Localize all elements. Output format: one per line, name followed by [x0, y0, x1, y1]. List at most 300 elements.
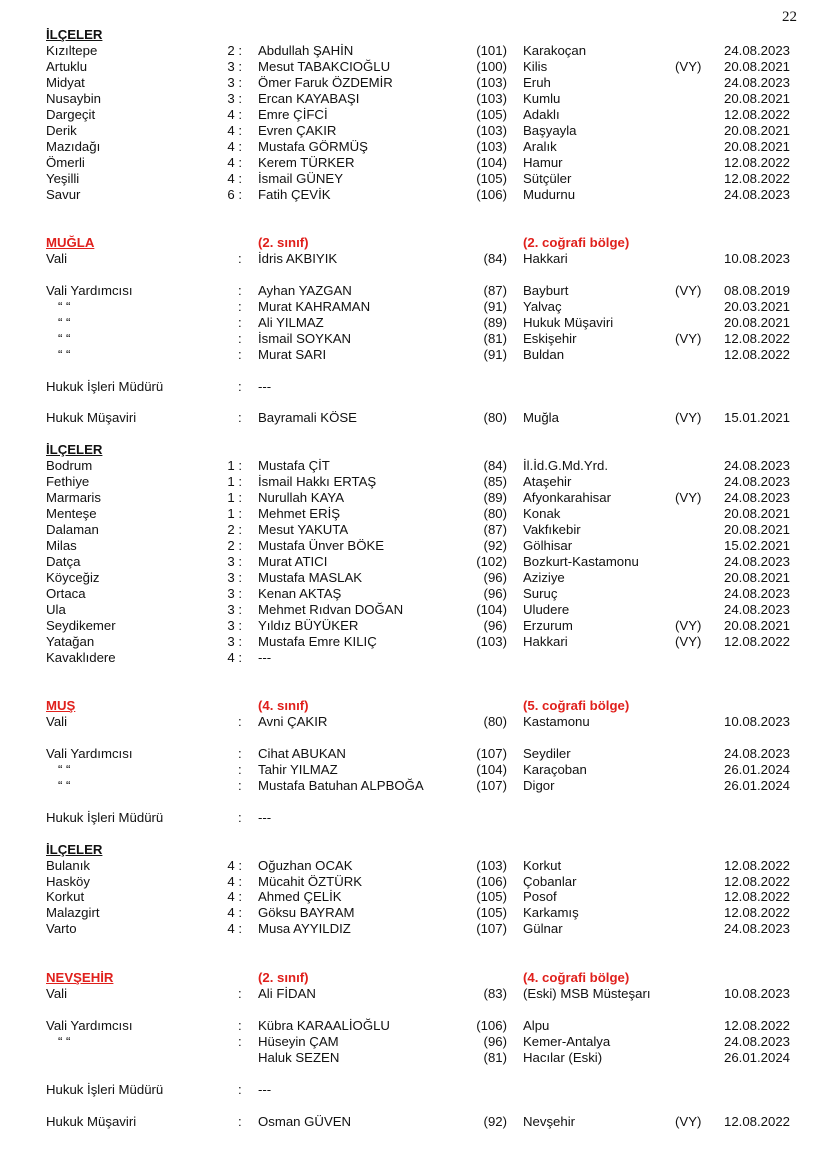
official-name: Nurullah KAYA — [258, 490, 345, 506]
official-name: --- — [258, 1081, 272, 1097]
table-row — [0, 107, 827, 123]
position-title: Midyat — [46, 74, 85, 90]
official-name: Abdullah ŞAHİN — [258, 43, 354, 58]
appointment-date: 12.08.2022 — [724, 154, 791, 170]
position-title: Vali — [46, 714, 68, 729]
position-title: Datça — [46, 554, 81, 569]
colon-separator: : — [238, 809, 242, 825]
official-name: Murat ATICI — [258, 554, 328, 569]
official-name: Ömer Faruk ÖZDEMİR — [258, 74, 393, 90]
position-title: “ “ — [58, 330, 71, 346]
term-number: (103) — [476, 90, 507, 106]
table-row — [0, 746, 827, 762]
previous-post: Erzurum — [523, 617, 573, 633]
term-number: (92) — [483, 1113, 507, 1129]
district-class: 3 : — [227, 58, 242, 74]
position-title: “ “ — [58, 777, 71, 793]
appointment-date: 12.08.2022 — [724, 873, 791, 889]
official-name: Murat SARI — [258, 346, 327, 362]
table-row — [0, 331, 827, 347]
table-row — [0, 889, 827, 905]
previous-post: Buldan — [523, 346, 565, 362]
position-title: Yeşilli — [46, 170, 80, 186]
table-row — [0, 347, 827, 363]
term-number: (89) — [483, 314, 507, 330]
previous-post: Afyonkarahisar — [523, 490, 611, 506]
term-number: (107) — [476, 777, 507, 793]
position-title: Seydikemer — [46, 617, 116, 633]
previous-post: Kemer-Antalya — [523, 1033, 611, 1049]
official-name: --- — [258, 378, 272, 394]
province-name: MUŞ — [46, 698, 76, 713]
colon-separator: : — [238, 314, 242, 330]
position-title: Yatağan — [46, 633, 95, 649]
previous-post: Hakkari — [523, 633, 568, 649]
appointment-date: 15.02.2021 — [724, 538, 791, 553]
previous-post: Kilis — [523, 58, 548, 74]
term-number: (104) — [476, 154, 507, 170]
previous-post: Vakfıkebir — [523, 522, 581, 538]
term-number: (80) — [483, 714, 507, 729]
term-number: (81) — [483, 1049, 507, 1065]
ilceler-heading: İLÇELER — [46, 442, 103, 458]
table-row — [0, 75, 827, 91]
official-name: Hüseyin ÇAM — [258, 1033, 339, 1049]
province-header — [0, 698, 827, 714]
official-name: Göksu BAYRAM — [258, 905, 355, 921]
term-number: (81) — [483, 330, 507, 346]
position-title: Kavaklıdere — [46, 649, 116, 665]
term-number: (106) — [476, 186, 507, 202]
province-class: (4. sınıf) — [258, 698, 309, 713]
appointment-date: 20.08.2021 — [724, 314, 791, 330]
position-title: Kızıltepe — [46, 43, 98, 58]
term-number: (103) — [476, 857, 507, 873]
position-title: Derik — [46, 122, 77, 138]
term-number: (107) — [476, 921, 507, 937]
previous-post: Posof — [523, 889, 557, 905]
appointment-date: 24.08.2023 — [724, 601, 791, 617]
previous-post: Nevşehir — [523, 1113, 576, 1129]
colon-separator: : — [238, 1081, 242, 1097]
province-name: NEVŞEHİR — [46, 970, 114, 985]
previous-post: Kumlu — [523, 90, 561, 106]
table-row — [0, 570, 827, 586]
district-class: 3 : — [227, 617, 242, 633]
position-title: Hukuk Müşaviri — [46, 1113, 137, 1129]
previous-post: Korkut — [523, 857, 562, 873]
previous-post: Bozkurt-Kastamonu — [523, 554, 639, 569]
position-title: Marmaris — [46, 490, 101, 506]
appointment-date: 26.01.2024 — [724, 1049, 791, 1065]
district-class: 3 : — [227, 601, 242, 617]
official-name: Evren ÇAKIR — [258, 122, 337, 138]
term-number: (103) — [476, 138, 507, 154]
position-title: Dargeçit — [46, 106, 96, 122]
acting-marker: (VY) — [675, 410, 702, 426]
appointment-date: 24.08.2023 — [724, 1033, 791, 1049]
position-title: “ “ — [58, 1033, 71, 1049]
term-number: (83) — [483, 986, 507, 1001]
position-title: Artuklu — [46, 58, 88, 74]
colon-separator: : — [238, 986, 242, 1001]
previous-post: Adaklı — [523, 106, 560, 122]
term-number: (106) — [476, 1017, 507, 1033]
official-name: Mesut YAKUTA — [258, 522, 349, 538]
position-title: Bodrum — [46, 458, 93, 474]
geographic-region: (5. coğrafi bölge) — [523, 698, 630, 713]
appointment-date: 20.08.2021 — [724, 138, 791, 154]
table-row — [0, 43, 827, 59]
official-name: Avni ÇAKIR — [258, 714, 328, 729]
section-heading — [0, 842, 827, 858]
district-class: 1 : — [227, 458, 242, 474]
colon-separator: : — [238, 1113, 242, 1129]
previous-post: Hacılar (Eski) — [523, 1049, 603, 1065]
table-row — [0, 187, 827, 203]
table-row — [0, 315, 827, 331]
official-name: Kenan AKTAŞ — [258, 585, 342, 601]
official-name: Fatih ÇEVİK — [258, 186, 331, 202]
position-title: Milas — [46, 538, 77, 553]
term-number: (103) — [476, 74, 507, 90]
district-class: 4 : — [227, 873, 242, 889]
previous-post: Bayburt — [523, 282, 569, 298]
table-row — [0, 506, 827, 522]
table-row — [0, 1114, 827, 1130]
previous-post: (Eski) MSB Müsteşarı — [523, 986, 651, 1001]
previous-post: Seydiler — [523, 745, 571, 761]
colon-separator: : — [238, 330, 242, 346]
previous-post: Muğla — [523, 410, 559, 426]
term-number: (105) — [476, 106, 507, 122]
term-number: (100) — [476, 58, 507, 74]
district-class: 4 : — [227, 857, 242, 873]
position-title: Dalaman — [46, 522, 99, 538]
previous-post: Karkamış — [523, 905, 579, 921]
previous-post: Başyayla — [523, 122, 577, 138]
position-title: Varto — [46, 921, 77, 937]
table-row — [0, 458, 827, 474]
term-number: (103) — [476, 122, 507, 138]
previous-post: Suruç — [523, 585, 558, 601]
position-title: Vali Yardımcısı — [46, 745, 133, 761]
previous-post: Alpu — [523, 1017, 550, 1033]
official-name: Murat KAHRAMAN — [258, 298, 371, 314]
official-name: Mustafa Batuhan ALPBOĞA — [258, 777, 424, 793]
term-number: (89) — [483, 490, 507, 506]
table-row — [0, 650, 827, 666]
official-name: Mustafa ÇİT — [258, 458, 330, 474]
term-number: (84) — [483, 458, 507, 474]
province-header — [0, 235, 827, 251]
appointment-date: 24.08.2023 — [724, 74, 791, 90]
previous-post: Sütçüler — [523, 170, 572, 186]
position-title: Bulanık — [46, 857, 90, 873]
province-class: (2. sınıf) — [258, 235, 309, 250]
previous-post: Hakkari — [523, 250, 568, 266]
colon-separator: : — [238, 410, 242, 426]
appointment-date: 24.08.2023 — [724, 745, 791, 761]
term-number: (103) — [476, 633, 507, 649]
table-row — [0, 634, 827, 650]
official-name: Mücahit ÖZTÜRK — [258, 873, 363, 889]
previous-post: Konak — [523, 506, 561, 522]
colon-separator: : — [238, 761, 242, 777]
term-number: (105) — [476, 905, 507, 921]
term-number: (104) — [476, 761, 507, 777]
appointment-date: 12.08.2022 — [724, 330, 791, 346]
district-class: 4 : — [227, 170, 242, 186]
district-class: 2 : — [227, 522, 242, 538]
colon-separator: : — [238, 298, 242, 314]
district-class: 1 : — [227, 490, 242, 506]
appointment-date: 20.08.2021 — [724, 90, 791, 106]
colon-separator: : — [238, 378, 242, 394]
appointment-date: 20.08.2021 — [724, 122, 791, 138]
appointment-date: 12.08.2022 — [724, 905, 791, 921]
official-name: --- — [258, 809, 272, 825]
term-number: (102) — [476, 554, 507, 569]
colon-separator: : — [238, 1033, 242, 1049]
province-class: (2. sınıf) — [258, 970, 309, 985]
official-name: Bayramali KÖSE — [258, 410, 357, 426]
previous-post: Mudurnu — [523, 186, 576, 202]
district-class: 1 : — [227, 474, 242, 490]
previous-post: Çobanlar — [523, 873, 577, 889]
table-row — [0, 921, 827, 937]
appointment-date: 24.08.2023 — [724, 474, 791, 490]
acting-marker: (VY) — [675, 1113, 702, 1129]
colon-separator: : — [238, 282, 242, 298]
district-class: 4 : — [227, 154, 242, 170]
official-name: Mustafa MASLAK — [258, 569, 363, 585]
official-name: İdris AKBIYIK — [258, 250, 338, 266]
previous-post: Aziziye — [523, 569, 565, 585]
appointment-date: 10.08.2023 — [724, 250, 791, 266]
official-name: Mehmet ERİŞ — [258, 506, 341, 522]
acting-marker: (VY) — [675, 282, 702, 298]
appointment-date: 12.08.2022 — [724, 346, 791, 362]
table-row — [0, 858, 827, 874]
position-title: Köyceğiz — [46, 569, 100, 585]
table-row — [0, 251, 827, 267]
table-row — [0, 379, 827, 395]
official-name: İsmail GÜNEY — [258, 170, 343, 186]
previous-post: Gölhisar — [523, 538, 573, 553]
term-number: (106) — [476, 873, 507, 889]
term-number: (105) — [476, 170, 507, 186]
appointment-date: 12.08.2022 — [724, 889, 791, 905]
appointment-date: 24.08.2023 — [724, 585, 791, 601]
term-number: (107) — [476, 745, 507, 761]
section-heading — [0, 442, 827, 458]
province-header — [0, 970, 827, 986]
position-title: Nusaybin — [46, 90, 101, 106]
position-title: Ortaca — [46, 585, 86, 601]
official-name: Tahir YILMAZ — [258, 761, 338, 777]
official-name: İsmail Hakkı ERTAŞ — [258, 474, 377, 490]
acting-marker: (VY) — [675, 490, 702, 506]
colon-separator: : — [238, 777, 242, 793]
district-class: 3 : — [227, 585, 242, 601]
term-number: (80) — [483, 506, 507, 522]
term-number: (87) — [483, 522, 507, 538]
province-name: MUĞLA — [46, 235, 95, 250]
table-row — [0, 602, 827, 618]
appointment-date: 24.08.2023 — [724, 490, 791, 506]
position-title: Ömerli — [46, 154, 85, 170]
position-title: Hukuk İşleri Müdürü — [46, 809, 164, 825]
table-row — [0, 905, 827, 921]
official-name: Kerem TÜRKER — [258, 154, 355, 170]
previous-post: Kastamonu — [523, 714, 590, 729]
appointment-date: 20.08.2021 — [724, 569, 791, 585]
term-number: (96) — [483, 1033, 507, 1049]
appointment-date: 12.08.2022 — [724, 170, 791, 186]
official-name: Mustafa GÖRMÜŞ — [258, 138, 368, 154]
position-title: Mazıdağı — [46, 138, 101, 154]
term-number: (101) — [476, 43, 507, 58]
table-row — [0, 986, 827, 1002]
table-row — [0, 778, 827, 794]
position-title: Vali Yardımcısı — [46, 282, 133, 298]
colon-separator: : — [238, 714, 242, 729]
table-row — [0, 59, 827, 75]
table-row — [0, 283, 827, 299]
appointment-date: 15.01.2021 — [724, 410, 791, 426]
table-row — [0, 1034, 827, 1050]
district-class: 6 : — [227, 186, 242, 202]
previous-post: Karakoçan — [523, 43, 587, 58]
official-name: Cihat ABUKAN — [258, 745, 346, 761]
appointment-date: 24.08.2023 — [724, 921, 791, 937]
appointment-date: 12.08.2022 — [724, 857, 791, 873]
ilceler-heading: İLÇELER — [46, 841, 103, 857]
table-row — [0, 139, 827, 155]
table-row — [0, 586, 827, 602]
table-row — [0, 171, 827, 187]
geographic-region: (2. coğrafi bölge) — [523, 235, 630, 250]
district-class: 3 : — [227, 554, 242, 569]
appointment-date: 26.01.2024 — [724, 777, 791, 793]
position-title: Savur — [46, 186, 81, 202]
official-name: Haluk SEZEN — [258, 1049, 340, 1065]
previous-post: Eruh — [523, 74, 551, 90]
term-number: (91) — [483, 298, 507, 314]
position-title: Vali — [46, 986, 68, 1001]
term-number: (96) — [483, 585, 507, 601]
table-row — [0, 474, 827, 490]
table-row — [0, 762, 827, 778]
district-class: 4 : — [227, 889, 242, 905]
table-row — [0, 810, 827, 826]
position-title: Vali — [46, 250, 68, 266]
table-row — [0, 522, 827, 538]
official-name: --- — [258, 649, 272, 665]
previous-post: Yalvaç — [523, 298, 562, 314]
table-row — [0, 618, 827, 634]
colon-separator: : — [238, 1017, 242, 1033]
position-title: Hukuk İşleri Müdürü — [46, 1081, 164, 1097]
official-name: Oğuzhan OCAK — [258, 857, 353, 873]
official-name: Mehmet Rıdvan DOĞAN — [258, 601, 404, 617]
page-number: 22 — [782, 9, 797, 25]
appointment-date: 20.03.2021 — [724, 298, 791, 314]
appointment-date: 12.08.2022 — [724, 633, 791, 649]
official-name: Osman GÜVEN — [258, 1113, 352, 1129]
appointment-date: 12.08.2022 — [724, 1113, 791, 1129]
table-row — [0, 410, 827, 426]
position-title: Hasköy — [46, 873, 90, 889]
section-heading — [0, 27, 827, 43]
official-name: İsmail SOYKAN — [258, 330, 352, 346]
district-class: 4 : — [227, 649, 242, 665]
appointment-date: 24.08.2023 — [724, 458, 791, 474]
appointment-date: 08.08.2019 — [724, 282, 791, 298]
appointment-date: 20.08.2021 — [724, 58, 791, 74]
previous-post: Eskişehir — [523, 330, 577, 346]
table-row — [0, 1050, 827, 1066]
district-class: 4 : — [227, 138, 242, 154]
appointment-date: 12.08.2022 — [724, 106, 791, 122]
appointment-date: 12.08.2022 — [724, 1017, 791, 1033]
position-title: Menteşe — [46, 506, 97, 522]
appointment-date: 26.01.2024 — [724, 761, 791, 777]
official-name: Yıldız BÜYÜKER — [258, 617, 359, 633]
official-name: Musa AYYILDIZ — [258, 921, 351, 937]
appointment-date: 24.08.2023 — [724, 43, 791, 58]
district-class: 3 : — [227, 74, 242, 90]
ilceler-heading: İLÇELER — [46, 27, 103, 42]
position-title: Fethiye — [46, 474, 90, 490]
acting-marker: (VY) — [675, 617, 702, 633]
table-row — [0, 123, 827, 139]
appointment-date: 10.08.2023 — [724, 986, 791, 1001]
previous-post: İl.İd.G.Md.Yrd. — [523, 458, 609, 474]
term-number: (80) — [483, 410, 507, 426]
term-number: (85) — [483, 474, 507, 490]
previous-post: Gülnar — [523, 921, 563, 937]
colon-separator: : — [238, 346, 242, 362]
official-name: Ayhan YAZGAN — [258, 282, 352, 298]
official-name: Mesut TABAKCIOĞLU — [258, 58, 391, 74]
acting-marker: (VY) — [675, 330, 702, 346]
term-number: (96) — [483, 617, 507, 633]
table-row — [0, 554, 827, 570]
position-title: “ “ — [58, 761, 71, 777]
term-number: (91) — [483, 346, 507, 362]
appointment-date: 10.08.2023 — [724, 714, 791, 729]
district-class: 4 : — [227, 122, 242, 138]
table-row — [0, 714, 827, 730]
position-title: Korkut — [46, 889, 85, 905]
previous-post: Digor — [523, 777, 555, 793]
position-title: “ “ — [58, 298, 71, 314]
district-class: 2 : — [227, 43, 242, 58]
previous-post: Karaçoban — [523, 761, 587, 777]
position-title: Ula — [46, 601, 66, 617]
previous-post: Uludere — [523, 601, 570, 617]
appointment-date: 20.08.2021 — [724, 506, 791, 522]
previous-post: Hamur — [523, 154, 563, 170]
position-title: “ “ — [58, 314, 71, 330]
official-name: Ali FİDAN — [258, 986, 316, 1001]
appointment-date: 20.08.2021 — [724, 522, 791, 538]
term-number: (105) — [476, 889, 507, 905]
previous-post: Aralık — [523, 138, 557, 154]
position-title: Hukuk İşleri Müdürü — [46, 378, 164, 394]
